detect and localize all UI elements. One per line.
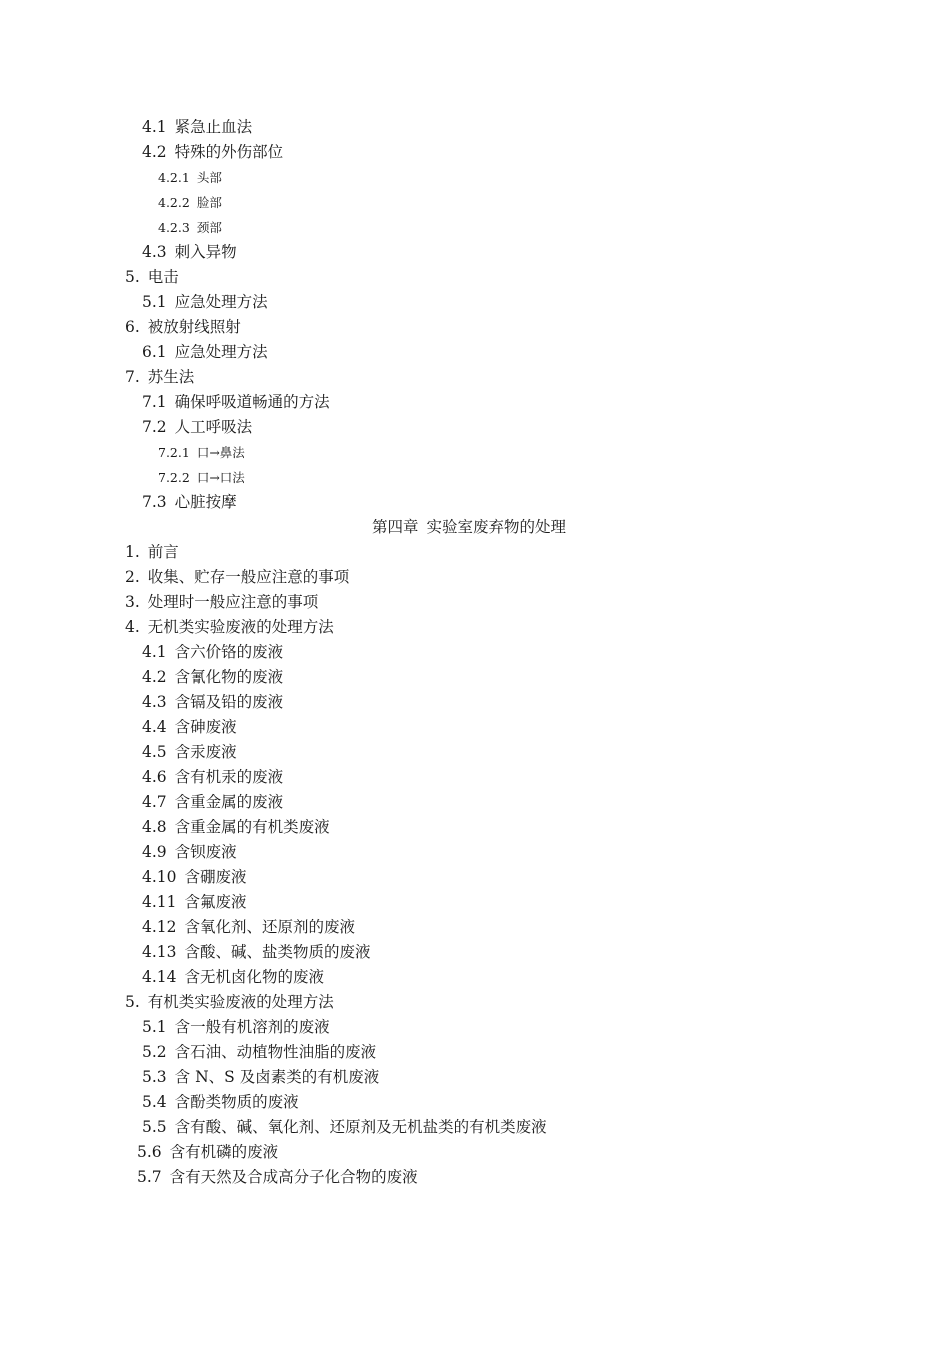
toc-entry-number: 4.1 [142, 643, 167, 661]
toc-entry [0, 190, 950, 215]
toc-entry-number: 4.2 [142, 143, 167, 161]
toc-entry-title: 有机类实验废液的处理方法 [147, 993, 334, 1011]
toc-entry [0, 340, 950, 365]
toc-entry-number: 4.6 [142, 768, 167, 786]
toc-entry-number: 7.2.1 [158, 445, 190, 460]
toc-entry-title: 头部 [196, 170, 222, 185]
toc-entry-title: 应急处理方法 [174, 343, 268, 361]
toc-entry-number: 4.4 [142, 718, 167, 736]
toc-entry [0, 865, 950, 890]
toc-entry-number: 5.1 [142, 293, 167, 311]
toc-entry [0, 740, 950, 765]
toc-entry [0, 290, 950, 315]
toc-entry-number: 4.5 [142, 743, 167, 761]
toc-entry-number: 5. [125, 993, 140, 1011]
toc-entry-title: 含镉及铅的废液 [174, 693, 284, 711]
toc-entry [0, 140, 950, 165]
toc-entry-title: 收集、贮存一般应注意的事项 [147, 568, 350, 586]
toc-entry [0, 590, 950, 615]
toc-entry [0, 965, 950, 990]
toc-entry [0, 1015, 950, 1040]
toc-entry-number: 6. [125, 318, 140, 336]
toc-entry-title: 前言 [147, 543, 179, 561]
toc-entry [0, 415, 950, 440]
toc-entry-title: 心脏按摩 [174, 493, 237, 511]
toc-entry [0, 640, 950, 665]
toc-entry-number: 5. [125, 268, 140, 286]
toc-entry-number: 5.6 [137, 1143, 162, 1161]
toc-entry-title: 实验室废弃物的处理 [426, 518, 567, 536]
toc-entry [0, 615, 950, 640]
toc-entry-title: 确保呼吸道畅通的方法 [174, 393, 330, 411]
toc-entry-number: 7.2 [142, 418, 167, 436]
toc-entry [0, 215, 950, 240]
toc-entry [0, 815, 950, 840]
toc-entry [0, 465, 950, 490]
toc-entry [0, 690, 950, 715]
toc-entry-title: 无机类实验废液的处理方法 [147, 618, 334, 636]
toc-entry-title: 含硼废液 [184, 868, 247, 886]
toc-entry [0, 240, 950, 265]
toc-entry-number: 5.7 [137, 1168, 162, 1186]
toc-entry [0, 715, 950, 740]
toc-entry-title: 人工呼吸法 [174, 418, 253, 436]
toc-entry-title: 颈部 [196, 220, 222, 235]
toc-entry-title: 处理时一般应注意的事项 [147, 593, 319, 611]
toc-entry-number: 4.2.3 [158, 220, 190, 235]
toc-entry-title: 特殊的外伤部位 [174, 143, 284, 161]
toc-entry-title: 含有酸、碱、氧化剂、还原剂及无机盐类的有机类废液 [174, 1118, 547, 1136]
table-of-contents [0, 115, 950, 1190]
toc-entry-number: 5.1 [142, 1018, 167, 1036]
toc-entry [0, 790, 950, 815]
toc-entry-title: 含重金属的废液 [174, 793, 284, 811]
toc-entry-title: 含重金属的有机类废液 [174, 818, 330, 836]
toc-entry-title: 刺入异物 [174, 243, 237, 261]
toc-entry [0, 540, 950, 565]
toc-entry-number: 4.14 [142, 968, 177, 986]
toc-entry-number: 5.2 [142, 1043, 167, 1061]
toc-entry [0, 990, 950, 1015]
toc-entry-number: 5.5 [142, 1118, 167, 1136]
toc-entry-number: 5.4 [142, 1093, 167, 1111]
toc-entry [0, 1115, 950, 1140]
toc-entry [0, 915, 950, 940]
toc-entry-number: 2. [125, 568, 140, 586]
toc-entry-title: 含氧化剂、还原剂的废液 [184, 918, 356, 936]
toc-entry [0, 1040, 950, 1065]
toc-entry [0, 1065, 950, 1090]
toc-entry-number: 4.12 [142, 918, 177, 936]
toc-entry [0, 765, 950, 790]
toc-entry-title: 含氰化物的废液 [174, 668, 284, 686]
toc-entry-title: 含砷废液 [174, 718, 237, 736]
toc-entry-title: 含一般有机溶剂的废液 [174, 1018, 330, 1036]
toc-entry [0, 1165, 950, 1190]
toc-entry-number: 3. [125, 593, 140, 611]
toc-entry [0, 115, 950, 140]
toc-entry-number: 7.2.2 [158, 470, 190, 485]
chapter-heading [0, 515, 950, 540]
toc-entry-title: 脸部 [196, 195, 222, 210]
toc-entry-number: 7. [125, 368, 140, 386]
toc-entry [0, 840, 950, 865]
toc-entry-number: 6.1 [142, 343, 167, 361]
toc-entry-title: 含汞废液 [174, 743, 237, 761]
toc-entry-title: 被放射线照射 [147, 318, 241, 336]
toc-entry [0, 890, 950, 915]
toc-entry-title: 含酚类物质的废液 [174, 1093, 299, 1111]
toc-entry-number: 4.1 [142, 118, 167, 136]
toc-entry [0, 440, 950, 465]
toc-entry-number: 7.1 [142, 393, 167, 411]
toc-entry-title: 含六价铬的废液 [174, 643, 284, 661]
toc-entry-number: 4.3 [142, 693, 167, 711]
toc-entry-title: 含有机汞的废液 [174, 768, 284, 786]
toc-entry-number: 1. [125, 543, 140, 561]
toc-entry-title: 电击 [147, 268, 179, 286]
toc-entry [0, 265, 950, 290]
toc-entry-title: 含 N、S 及卤素类的有机废液 [174, 1068, 380, 1086]
toc-entry-number: 4.2 [142, 668, 167, 686]
toc-entry-title: 紧急止血法 [174, 118, 253, 136]
toc-entry [0, 1090, 950, 1115]
toc-entry-title: 含氟废液 [184, 893, 247, 911]
toc-entry-number: 4.13 [142, 943, 177, 961]
toc-entry-number: 4.10 [142, 868, 177, 886]
toc-entry-title: 口→口法 [196, 470, 245, 485]
toc-entry-number: 5.3 [142, 1068, 167, 1086]
toc-entry-number: 4.9 [142, 843, 167, 861]
toc-entry-title: 含有天然及合成高分子化合物的废液 [169, 1168, 418, 1186]
toc-entry-number: 第四章 [372, 518, 419, 536]
toc-entry-number: 4.7 [142, 793, 167, 811]
toc-entry [0, 315, 950, 340]
toc-entry [0, 665, 950, 690]
toc-entry-title: 口→鼻法 [196, 445, 245, 460]
toc-entry [0, 565, 950, 590]
toc-entry-title: 含酸、碱、盐类物质的废液 [184, 943, 371, 961]
toc-entry-title: 苏生法 [147, 368, 195, 386]
toc-entry [0, 490, 950, 515]
toc-entry-number: 4.11 [142, 893, 177, 911]
toc-entry-title: 应急处理方法 [174, 293, 268, 311]
toc-entry [0, 940, 950, 965]
toc-entry-number: 4.8 [142, 818, 167, 836]
toc-entry-number: 7.3 [142, 493, 167, 511]
toc-entry [0, 1140, 950, 1165]
toc-entry-title: 含无机卤化物的废液 [184, 968, 325, 986]
toc-entry [0, 165, 950, 190]
toc-entry-number: 4.2.2 [158, 195, 190, 210]
toc-entry-number: 4.2.1 [158, 170, 190, 185]
toc-entry-title: 含石油、动植物性油脂的废液 [174, 1043, 377, 1061]
toc-entry-title: 含有机磷的废液 [169, 1143, 279, 1161]
toc-entry [0, 390, 950, 415]
toc-entry-title: 含钡废液 [174, 843, 237, 861]
toc-entry [0, 365, 950, 390]
toc-entry-number: 4.3 [142, 243, 167, 261]
toc-entry-number: 4. [125, 618, 140, 636]
